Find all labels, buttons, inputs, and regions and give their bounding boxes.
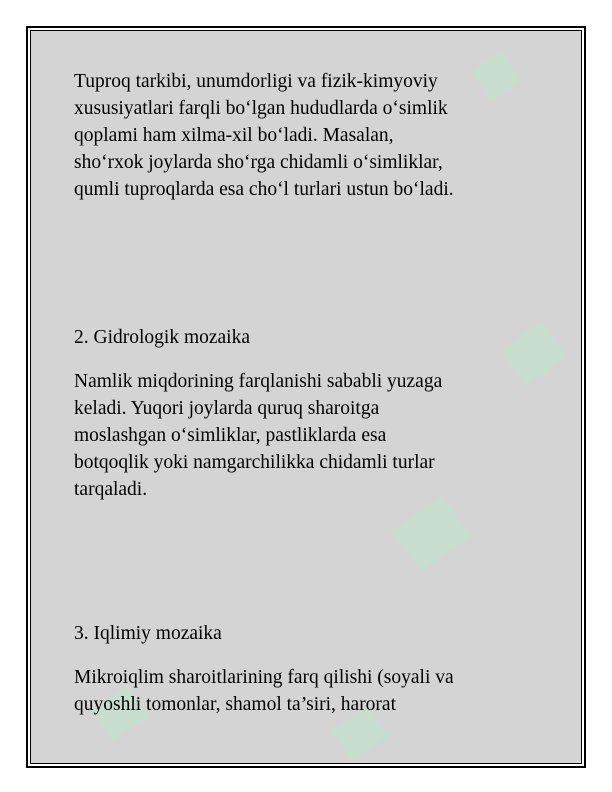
text-line: Mikroiqlim sharoitlarining farq qilishi (soyali va (74, 667, 454, 688)
heading-climatic-mosaic: 3. Iqlimiy mozaika (74, 623, 222, 644)
paragraph-hydrologic-mosaic (74, 368, 554, 503)
text-line: botqoqlik yoki namgarchilikka chidamli turlar (74, 452, 435, 473)
text-line: quyoshli tomonlar, shamol ta’siri, harorat (74, 694, 396, 715)
paragraph-soil-mosaic (74, 68, 554, 203)
heading-hydrologic-mosaic: 2. Gidrologik mozaika (74, 327, 251, 348)
text-line: moslashgan o‘simliklar, pastliklarda esa (74, 425, 387, 446)
text-line: xususiyatlari farqli bo‘lgan hududlarda o‘simlik (74, 98, 448, 119)
text-line: Tuproq tarkibi, unumdorligi va fizik-kimyoviy (74, 71, 438, 92)
text-line: qoplami ham xilma-xil bo‘ladi. Masalan, (74, 125, 394, 146)
text-line: sho‘rxok joylarda sho‘rga chidamli o‘simliklar, (74, 152, 443, 173)
text-line: Namlik miqdorining farqlanishi sababli yuzaga (74, 371, 443, 392)
text-line: tarqaladi. (74, 479, 148, 500)
text-line: keladi. Yuqori joylarda quruq sharoitga (74, 398, 380, 419)
paragraph-climatic-mosaic (74, 664, 554, 718)
text-line: qumli tuproqlarda esa cho‘l turlari ustun bo‘ladi. (74, 179, 454, 200)
